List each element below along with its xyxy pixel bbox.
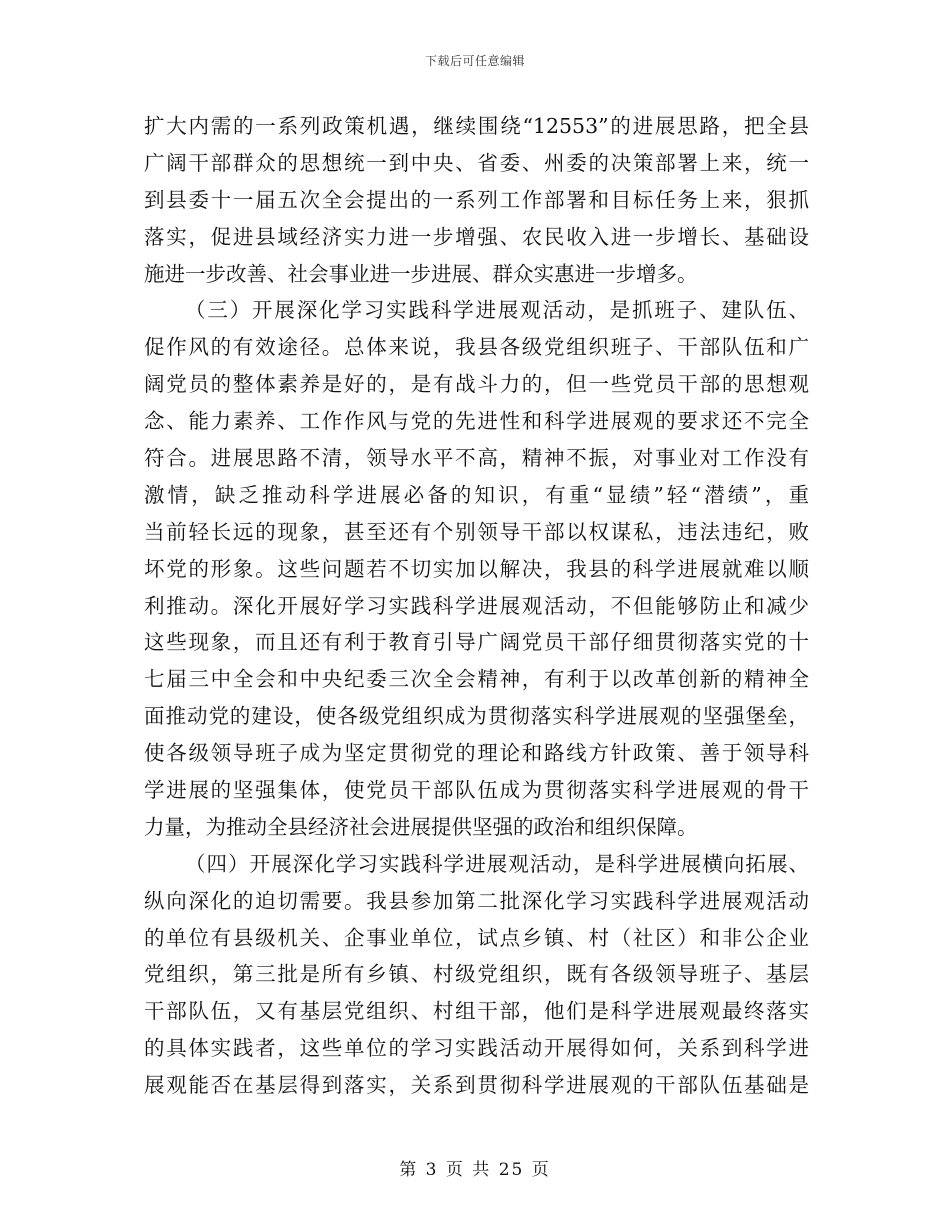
body-line: 符合。进展思路不清，领导水平不高，精神不振，对事业对工作没有 [144, 446, 809, 471]
page-header: 下载后可任意编辑 [424, 54, 525, 68]
body-line: 党组织，第三批是所有乡镇、村级党组织，既有各级领导班子、基层 [144, 962, 809, 987]
body-line: 阔党员的整体素养是好的，是有战斗力的，但一些党员干部的思想观 [144, 372, 809, 397]
body-line: 广阔干部群众的思想统一到中央、省委、州委的决策部署上来，统一 [144, 150, 809, 175]
body-line: 干部队伍，又有基层党组织、村组干部，他们是科学进展观最终落实 [144, 999, 809, 1024]
body-line: 促作风的有效途径。总体来说，我县各级党组织班子、干部队伍和广 [144, 335, 809, 360]
body-line: 使各级领导班子成为坚定贯彻党的理论和路线方针政策、善于领导科 [144, 741, 809, 766]
body-line: 施进一步改善、社会事业进一步进展、群众实惠进一步增多。 [144, 261, 698, 286]
document-body [144, 108, 809, 1104]
body-line: 学进展的坚强集体，使党员干部队伍成为贯彻落实科学进展观的骨干 [144, 778, 809, 803]
body-line: 到县委十一届五次全会提出的一系列工作部署和目标任务上来，狠抓 [144, 187, 809, 212]
body-line: 纵向深化的迫切需要。我县参加第二批深化学习实践科学进展观活动 [144, 888, 809, 913]
body-line: 落实，促进县域经济实力进一步增强、农民收入进一步增长、基础设 [144, 224, 809, 249]
body-line: 这些现象，而且还有利于教育引导广阔党员干部仔细贯彻落实党的十 [144, 630, 809, 655]
paragraph-start-line: （三）开展深化学习实践科学进展观活动，是抓班子、建队伍、 [185, 298, 809, 323]
body-line: 面推动党的建设，使各级党组织成为贯彻落实科学进展观的坚强堡垒， [144, 704, 809, 729]
body-line: 的单位有县级机关、企事业单位，试点乡镇、村（社区）和非公企业 [144, 925, 809, 950]
body-line: 的具体实践者，这些单位的学习实践活动开展得如何，关系到科学进 [144, 1036, 809, 1061]
body-line: 利推动。深化开展好学习实践科学进展观活动，不但能够防止和减少 [144, 593, 809, 618]
body-line: 念、能力素养、工作作风与党的先进性和科学进展观的要求还不完全 [144, 409, 809, 434]
body-line: 坏党的形象。这些问题若不切实加以解决，我县的科学进展就难以顺 [144, 556, 809, 581]
body-line: 七届三中全会和中央纪委三次全会精神，有利于以改革创新的精神全 [144, 667, 809, 692]
page-number-footer: 第 3 页 共 25 页 [399, 1160, 551, 1180]
body-line: 激情，缺乏推动科学进展必备的知识，有重“显绩”轻“潜绩”，重 [144, 482, 809, 507]
body-line: 扩大内需的一系列政策机遇，继续围绕“12553”的进展思路，把全县 [144, 114, 809, 138]
body-line: 当前轻长远的现象，甚至还有个别领导干部以权谋私，违法违纪，败 [144, 519, 809, 544]
body-line: 力量，为推动全县经济社会进展提供坚强的政治和组织保障。 [144, 814, 698, 839]
paragraph-start-line: （四）开展深化学习实践科学进展观活动，是科学进展横向拓展、 [185, 851, 809, 876]
body-line: 展观能否在基层得到落实，关系到贯彻科学进展观的干部队伍基础是 [144, 1073, 809, 1098]
